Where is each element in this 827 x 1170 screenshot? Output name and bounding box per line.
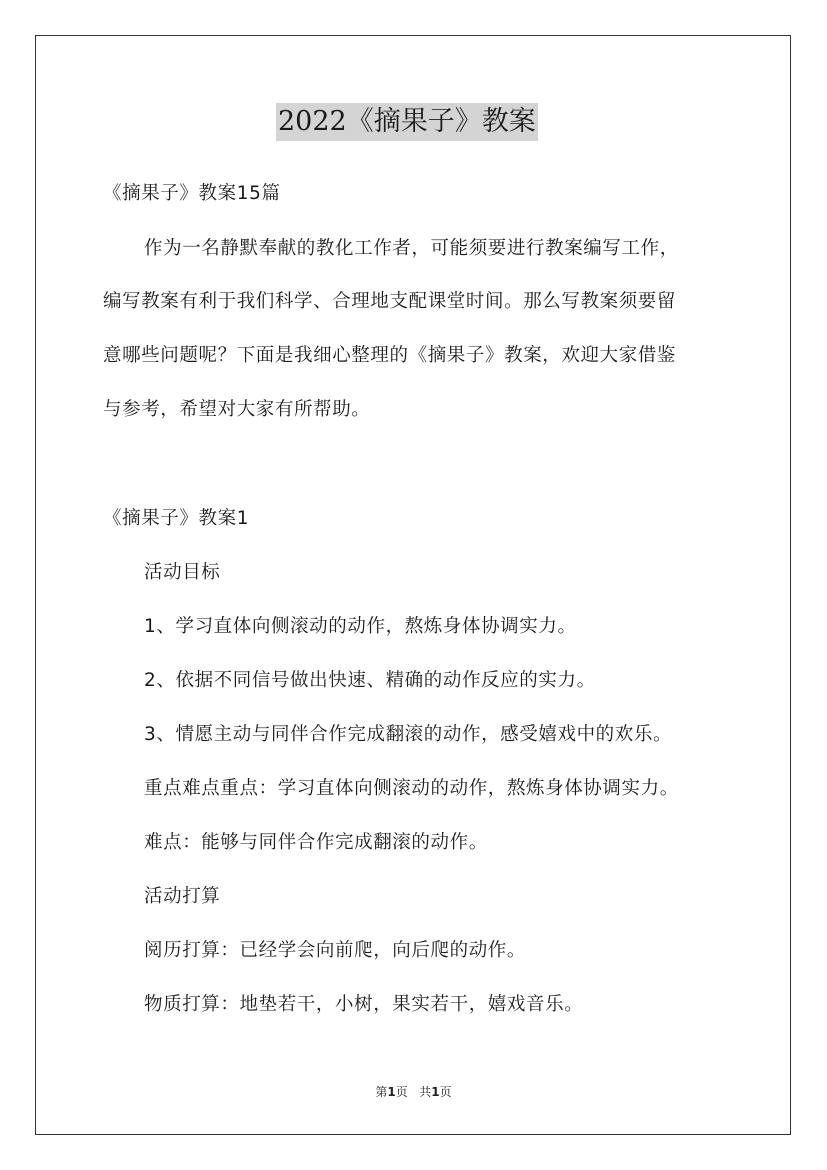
goal-item-1: 1、学习直体向侧滚动的动作，熬炼身体协调实力。 — [144, 616, 577, 637]
goal-item-2: 2、依据不同信号做出快速、精确的动作反应的实力。 — [144, 670, 596, 691]
intro-line-1: 作为一名静默奉献的教化工作者，可能须要进行教案编写工作， — [144, 238, 679, 259]
document-subtitle: 《摘果子》教案15篇 — [103, 183, 281, 204]
intro-line-4: 与参考，希望对大家有所帮助。 — [103, 399, 371, 420]
difficult-points: 难点：能够与同伴合作完成翻滚的动作。 — [144, 832, 488, 853]
intro-line-2: 编写教案有利于我们科学、合理地支配课堂时间。那么写教案须要留 — [103, 291, 677, 312]
material-prep: 物质打算：地垫若干，小树，果实若干，嬉戏音乐。 — [144, 994, 584, 1015]
goal-item-3: 3、情愿主动与同伴合作完成翻滚的动作，感受嬉戏中的欢乐。 — [144, 724, 673, 745]
document-title: 2022《摘果子》教案 — [276, 103, 538, 141]
activity-prep-heading: 活动打算 — [144, 886, 221, 907]
experience-prep: 阅历打算：已经学会向前爬，向后爬的动作。 — [144, 940, 527, 961]
activity-goal-heading: 活动目标 — [144, 562, 221, 583]
total-pages: 共1页 — [419, 1085, 452, 1099]
page-number: 第1页 — [375, 1085, 408, 1099]
section-heading: 《摘果子》教案1 — [103, 508, 250, 529]
key-points: 重点难点重点：学习直体向侧滚动的动作，熬炼身体协调实力。 — [144, 778, 679, 799]
intro-line-3: 意哪些问题呢？下面是我细心整理的《摘果子》教案，欢迎大家借鉴 — [103, 345, 677, 366]
page-footer — [0, 1084, 827, 1100]
